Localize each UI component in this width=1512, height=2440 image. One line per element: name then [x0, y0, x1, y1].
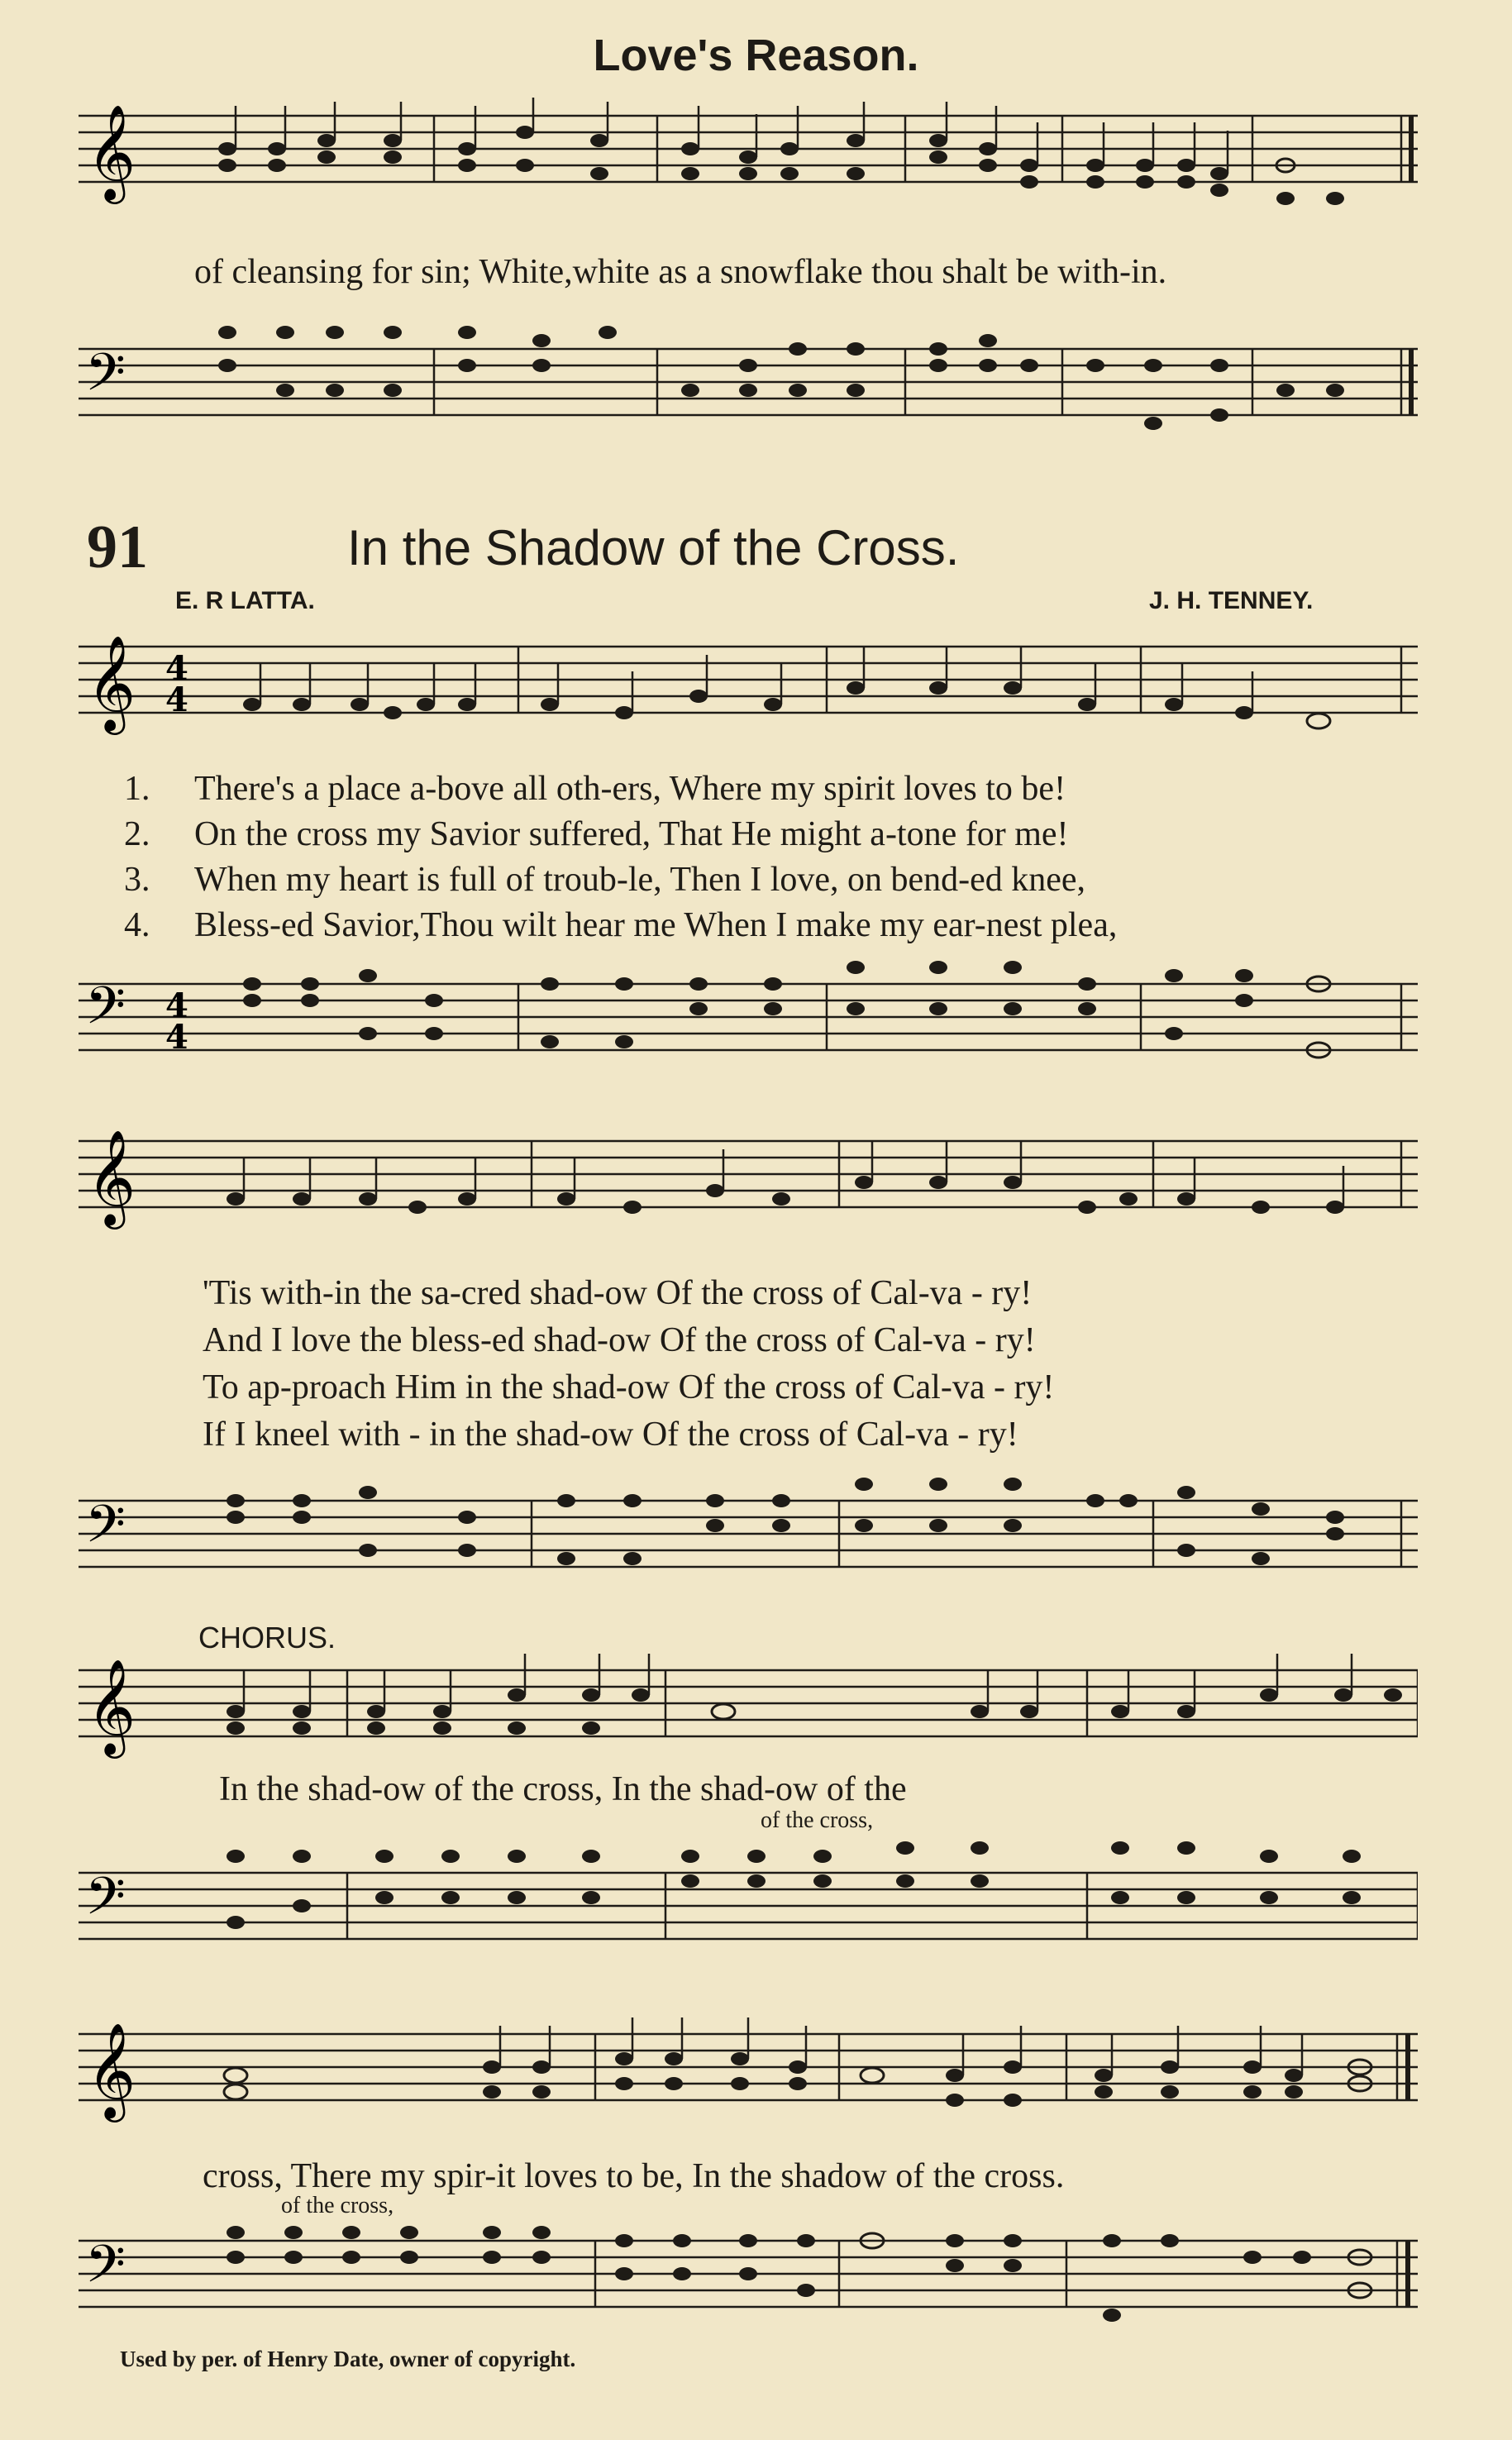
verse-text: On the cross my Savior suffered, That He might a-tone for me! — [194, 815, 1069, 853]
verse-4-line-1 — [124, 905, 1117, 945]
svg-text:𝄢: 𝄢 — [85, 975, 126, 1048]
verse-1-line-2: 'Tis with-in the sa-cred shad-ow Of the cross of Cal-va - ry! — [203, 1274, 1033, 1312]
chorus-lyric-line-2: cross, There my spir-it loves to be, In the shadow of the cross. — [203, 2157, 1065, 2195]
chorus-label: CHORUS. — [198, 1621, 336, 1655]
verse-1-line-1 — [124, 769, 1066, 809]
bass-staff-4 — [79, 1831, 1418, 1972]
verse-number: 3. — [124, 861, 150, 899]
bass-staff-1 — [79, 308, 1418, 448]
bass-staff-2 — [79, 951, 1418, 1091]
verse-text: There's a place a-bove all oth-ers, Where my spirit loves to be! — [194, 770, 1066, 808]
chorus-echo-1: of the cross, — [761, 1807, 874, 1833]
svg-text:𝄞: 𝄞 — [87, 2022, 136, 2118]
bass-staff-5 — [79, 2208, 1418, 2348]
top-song-title: Love's Reason. — [593, 31, 919, 80]
verse-number: 1. — [124, 770, 150, 808]
svg-text:𝄢: 𝄢 — [85, 2233, 126, 2307]
svg-text:𝄢: 𝄢 — [85, 1493, 126, 1567]
svg-text:4: 4 — [165, 1018, 188, 1057]
verse-4-line-2: If I kneel with - in the shad-ow Of the cross of Cal-va - ry! — [203, 1416, 1018, 1454]
svg-text:𝄞: 𝄞 — [87, 634, 136, 731]
verse-3-line-2: To ap-proach Him in the shad-ow Of the cross of Cal-va - ry! — [203, 1368, 1055, 1406]
hymn-title: In the Shadow of the Cross. — [347, 520, 960, 575]
hymn-number: 91 — [87, 513, 148, 581]
treble-staff-3 — [79, 1116, 1418, 1249]
treble-staff-1 — [79, 98, 1418, 222]
svg-text:𝄞: 𝄞 — [87, 1658, 136, 1755]
svg-text:𝄞: 𝄞 — [87, 103, 136, 200]
bass-staff-3 — [79, 1459, 1418, 1600]
treble-staff-4 — [79, 1645, 1418, 1769]
verse-2-line-1 — [124, 814, 1069, 854]
svg-text:𝄢: 𝄢 — [85, 1865, 126, 1939]
svg-text:4: 4 — [165, 649, 188, 688]
verse-3-line-1 — [124, 860, 1085, 900]
verse-number: 2. — [124, 815, 150, 853]
verse-2-line-2: And I love the bless-ed shad-ow Of the cross of Cal-va - ry! — [203, 1321, 1036, 1359]
svg-text:4: 4 — [165, 680, 188, 719]
chorus-lyric-line-1: In the shad-ow of the cross, In the shad-ow of the — [219, 1770, 907, 1808]
treble-staff-2 — [79, 622, 1418, 754]
author-credit: E. R LATTA. — [175, 587, 315, 614]
svg-text:𝄞: 𝄞 — [87, 1129, 136, 1225]
top-lyric-line: of cleansing for sin; White,white as a snowflake thou shalt be with-in. — [194, 253, 1167, 291]
treble-staff-5 — [79, 2009, 1418, 2133]
verse-number: 4. — [124, 906, 150, 944]
verse-text: When my heart is full of troub-le, Then I love, on bend-ed knee, — [194, 861, 1086, 899]
chorus-echo-2: of the cross, — [281, 2193, 394, 2218]
svg-text:4: 4 — [165, 986, 188, 1025]
composer-credit: J. H. TENNEY. — [1149, 587, 1314, 614]
copyright-footer: Used by per. of Henry Date, owner of copyright. — [120, 2347, 576, 2371]
svg-text:𝄢: 𝄢 — [85, 341, 126, 415]
verse-text: Bless-ed Savior,Thou wilt hear me When I make my ear-nest plea, — [194, 906, 1118, 944]
